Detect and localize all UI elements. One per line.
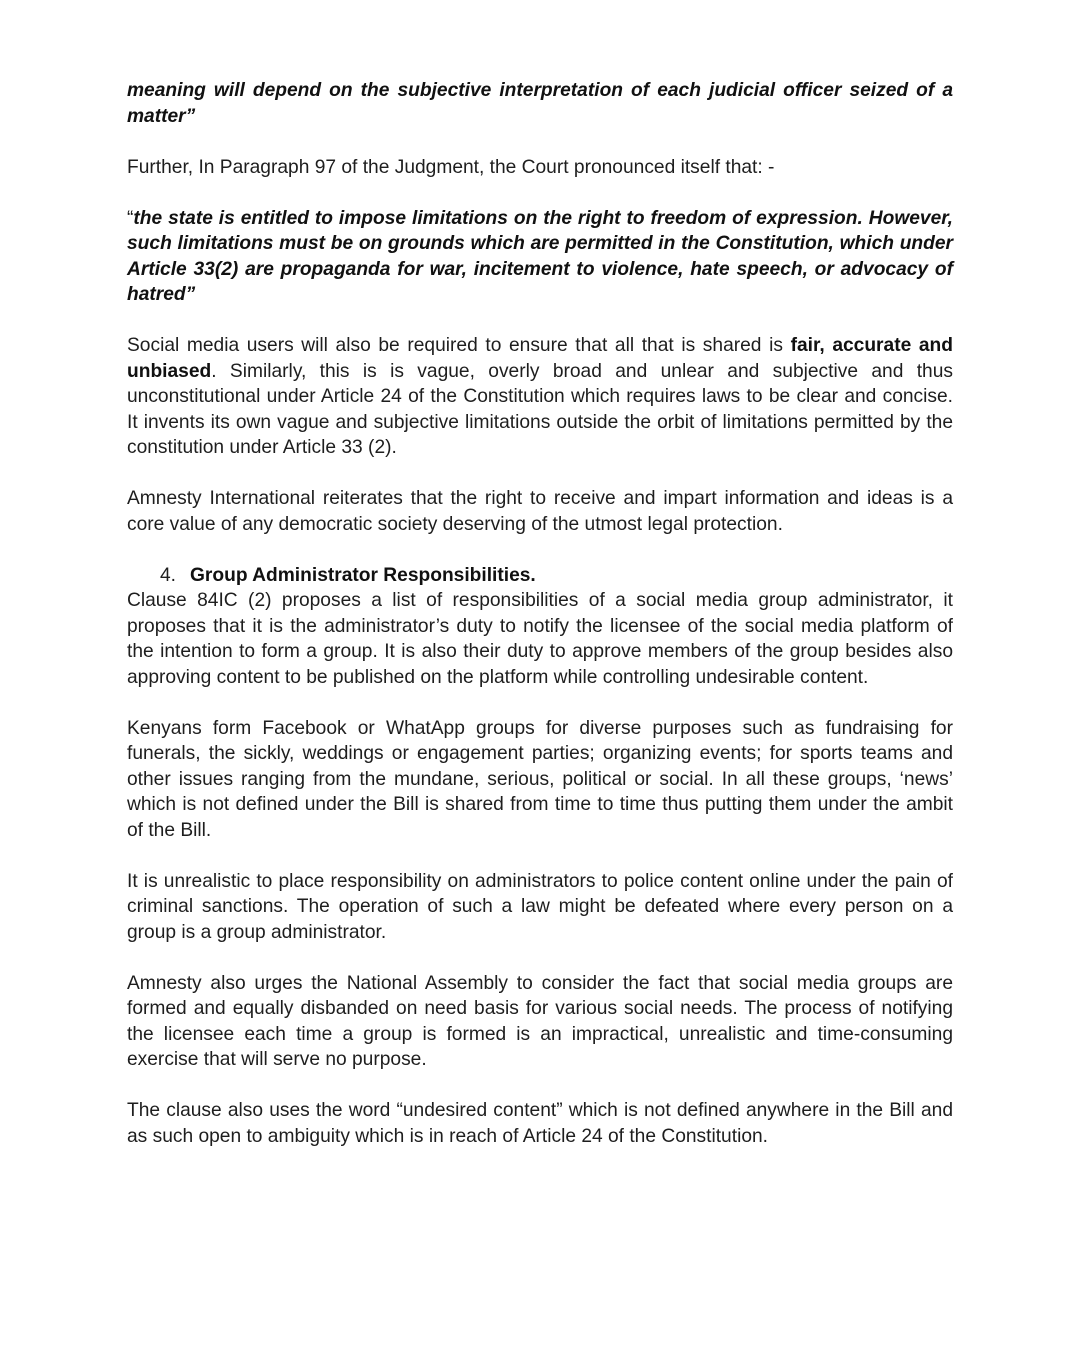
paragraph-social-media-users bbox=[127, 333, 953, 461]
paragraph-further: Further, In Paragraph 97 of the Judgment, the Court pronounced itself that: - bbox=[127, 156, 775, 178]
quote-open-mark: “ bbox=[127, 207, 134, 229]
quote-paragraph-97-text: the state is entitled to impose limitations on the right to freedom of expression. However, such limitations must be on grounds which are permitted in the Constitution, which under Article 33(2) are propaganda for war, incitement to violence, hate speech, or advocacy of hatred” bbox=[127, 207, 953, 305]
document-body bbox=[127, 78, 953, 1149]
paragraph-clause-84ic: Clause 84IC (2) proposes a list of responsibilities of a social media group administrator, it proposes that it is the administrator’s duty to notify the licensee of the social media platform of the intention to form a group. It is also their duty to approve members of the group besides also approving content to be published on the platform while controlling undesirable content. bbox=[127, 590, 953, 688]
paragraph-kenyans-groups: Kenyans form Facebook or WhatApp groups for diverse purposes such as fundraising for funerals, the sickly, weddings or engagement parties; organizing events; for sports teams and other issues ranging from the mundane, serious, political or social. In all these groups, ‘news’ which is not defined under the Bill is shared from time to time thus putting them under the ambit of the Bill. bbox=[127, 717, 953, 841]
social-media-lead: Social media users will also be required to ensure that all that is shared is bbox=[127, 335, 791, 356]
social-media-emphasis: fair, accurate and unbiased bbox=[127, 335, 953, 382]
section-heading bbox=[127, 563, 953, 589]
paragraph-amnesty-reiterates: Amnesty International reiterates that the right to receive and impart information and ideas is a core value of any democratic society deserving of the utmost legal protection. bbox=[127, 488, 953, 535]
quote-paragraph-97 bbox=[127, 206, 953, 308]
section-heading-number: 4. bbox=[160, 564, 177, 586]
social-media-rest: . Similarly, this is is vague, overly broad and unlear and subjective and thus unconstitutional under Article 24 of the Constitution which requires laws to be clear and concise. It invents its own vague and subjective limitations outside the orbit of limitations permitted by the constitution under Article 33 (2). bbox=[127, 360, 953, 458]
section-heading-title: Group Administrator Responsibilities. bbox=[190, 564, 536, 586]
paragraph-undesired-content: The clause also uses the word “undesired content” which is not defined anywhere in the Bill and as such open to ambiguity which is in reach of Article 24 of the Constitution. bbox=[127, 1100, 953, 1147]
quote-continuation: meaning will depend on the subjective interpretation of each judicial officer seized of a matter” bbox=[127, 80, 953, 127]
paragraph-unrealistic: It is unrealistic to place responsibility on administrators to police content online under the pain of criminal sanctions. The operation of such a law might be defeated where every person on a group is a group administrator. bbox=[127, 870, 953, 943]
paragraph-amnesty-urges: Amnesty also urges the National Assembly to consider the fact that social media groups are formed and equally disbanded on need basis for various social needs. The process of notifying the licensee each time a group is formed is an impractical, unrealistic and time-consuming exercise that will serve no purpose. bbox=[127, 972, 953, 1070]
